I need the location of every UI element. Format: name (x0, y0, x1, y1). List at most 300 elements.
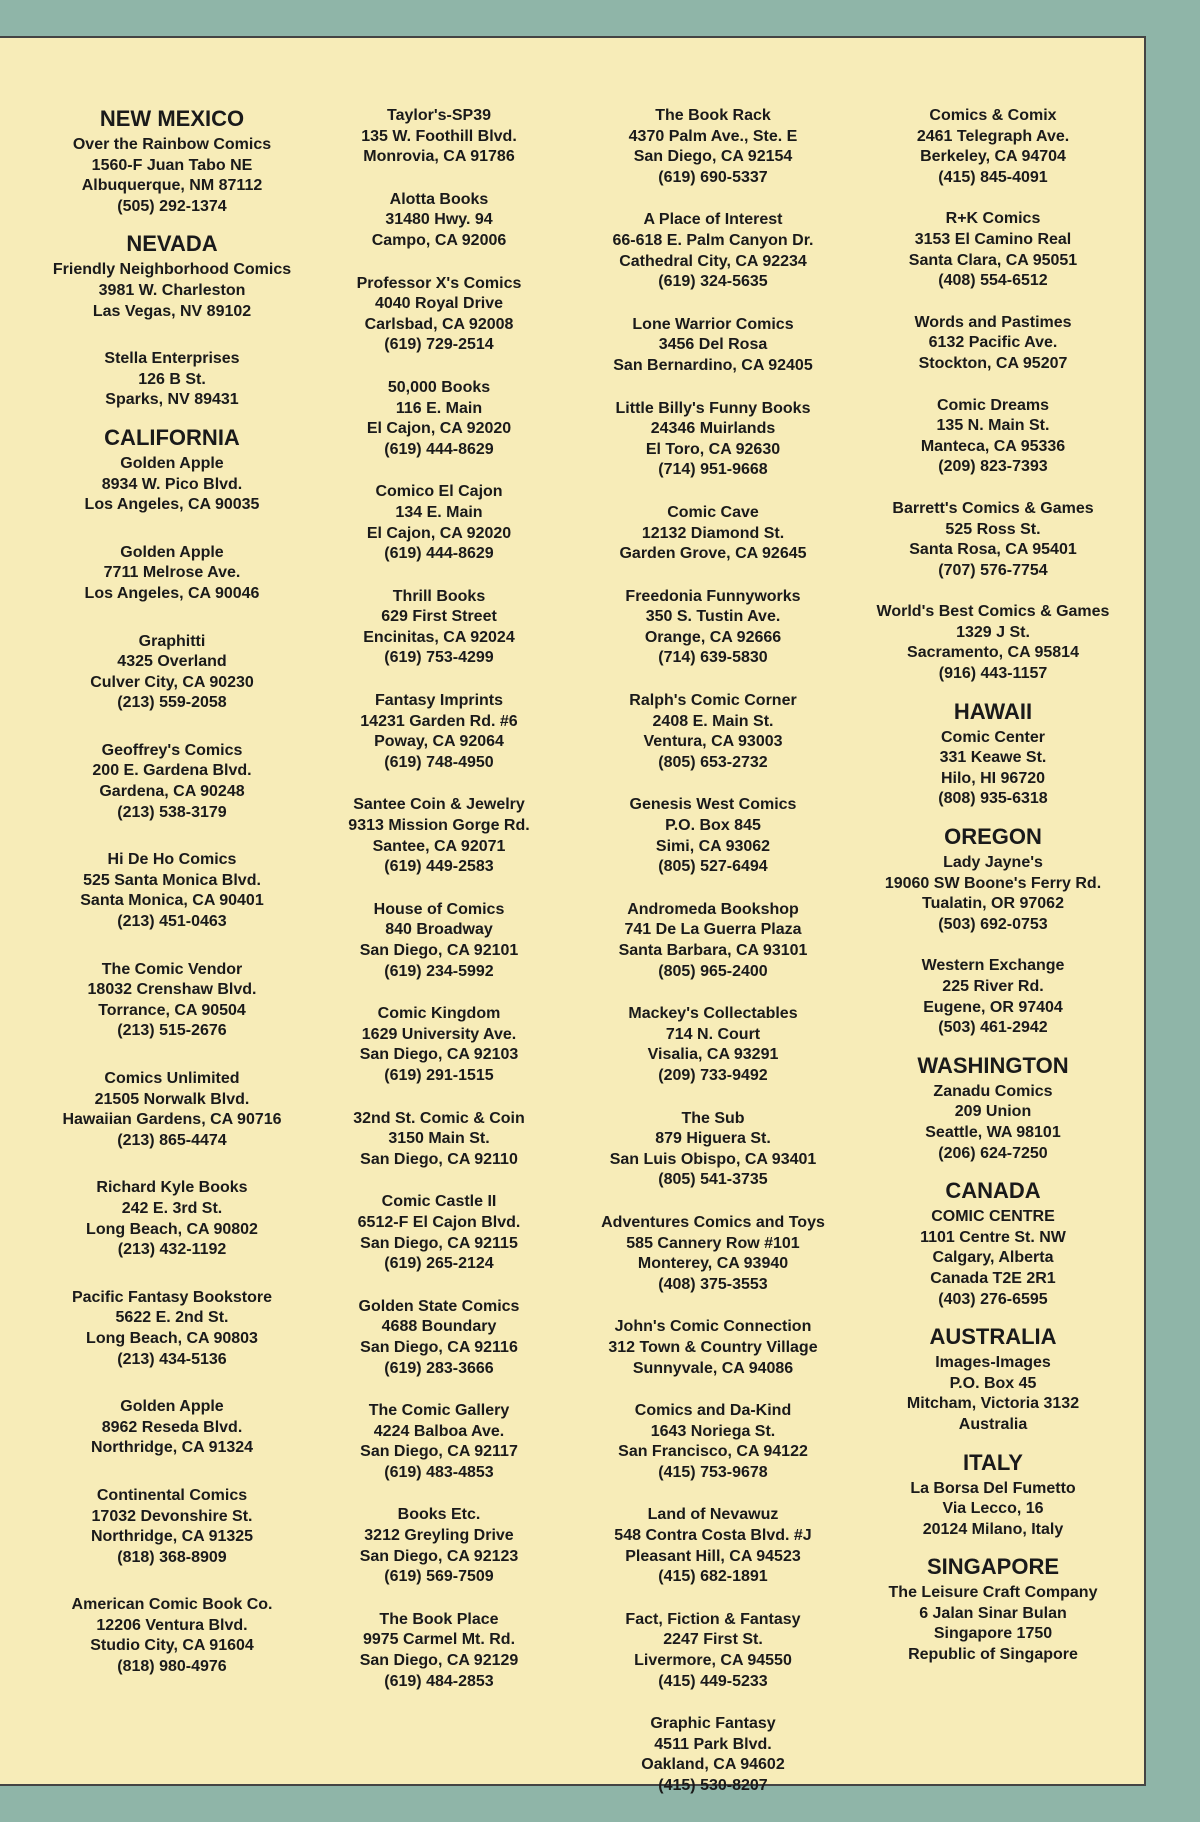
store-detail-line: Tualatin, OR 97062 (922, 895, 1064, 913)
store-detail-line: Northridge, CA 91324 (90, 1439, 254, 1457)
store-detail-line: (213) 515-2676 (117, 1022, 227, 1040)
store-detail-line: (916) 443-1157 (938, 665, 1048, 683)
store-detail-line: (213) 434-5136 (117, 1350, 227, 1368)
store-detail-line: San Diego, CA 92129 (359, 1652, 519, 1670)
store-detail-line: 12132 Diamond St. (641, 524, 785, 542)
store-detail-line: Stockton, CA 95207 (918, 354, 1068, 372)
store-detail-line: 242 E. 3rd St. (121, 1199, 223, 1217)
store-detail-line: (619) 444-8629 (384, 440, 494, 458)
store-detail-line: (818) 368-8909 (117, 1548, 227, 1566)
store-detail-line: (415) 449-5233 (658, 1672, 768, 1690)
store-detail-line: (213) 865-4474 (117, 1131, 227, 1149)
store-detail-line: Garden Grove, CA 92645 (619, 545, 807, 563)
store-detail-line: Australia (958, 1415, 1028, 1433)
store-detail-line: (619) 569-7509 (384, 1568, 494, 1586)
store-detail-line: 135 N. Main St. (936, 417, 1050, 435)
store-detail-line: (206) 624-7250 (938, 1144, 1048, 1162)
store-entry (324, 587, 554, 669)
store-entry (848, 602, 1138, 684)
store-entry (324, 1004, 554, 1086)
store-detail-line: 585 Cannery Row #101 (626, 1234, 800, 1252)
store-entry (848, 209, 1138, 291)
store-detail-line: (415) 845-4091 (938, 168, 1048, 186)
store-detail-line: (707) 576-7754 (938, 561, 1048, 579)
store-name: Golden State Comics (358, 1297, 520, 1315)
store-name: Fantasy Imprints (374, 692, 504, 710)
store-name: Land of Nevawuz (647, 1506, 779, 1524)
store-entry (324, 106, 554, 168)
store-entry (578, 1505, 848, 1587)
store-detail-line: 714 N. Court (665, 1025, 761, 1043)
store-detail-line: 17032 Devonshire St. (91, 1507, 253, 1525)
store-detail-line: Hilo, HI 96720 (940, 769, 1046, 787)
store-detail-line: Simi, CA 93062 (655, 837, 771, 855)
store-detail-line: 3150 Main St. (388, 1130, 490, 1148)
store-name: Graphic Fantasy (650, 1715, 776, 1733)
store-name: Richard Kyle Books (96, 1179, 248, 1197)
store-detail-line: (213) 432-1192 (117, 1241, 227, 1259)
store-detail-line: (714) 951-9668 (658, 461, 768, 479)
store-entry (324, 1192, 554, 1274)
store-entry (848, 1082, 1138, 1164)
store-detail-line: 8934 W. Pico Blvd. (101, 475, 243, 493)
store-name: Genesis West Comics (629, 796, 797, 814)
store-detail-line: (619) 283-3666 (384, 1359, 494, 1377)
store-detail-line: Carlsbad, CA 92008 (364, 315, 514, 333)
region-heading: NEVADA (126, 231, 218, 257)
store-name: Adventures Comics and Toys (601, 1213, 825, 1231)
store-detail-line: (209) 823-7393 (938, 458, 1048, 476)
store-detail-line: 2408 E. Main St. (652, 712, 774, 730)
store-detail-line: 350 S. Tustin Ave. (645, 608, 781, 626)
store-entry (324, 1297, 554, 1379)
store-entry (18, 1397, 326, 1459)
store-detail-line: El Toro, CA 92630 (645, 440, 781, 458)
store-detail-line: P.O. Box 845 (665, 817, 761, 835)
store-detail-line: 4325 Overland (117, 653, 227, 671)
store-name: The Book Rack (655, 107, 771, 124)
store-detail-line: 4370 Palm Ave., Ste. E (628, 127, 798, 145)
store-detail-line: Los Angeles, CA 90035 (84, 496, 260, 514)
store-detail-line: 2461 Telegraph Ave. (916, 127, 1070, 145)
store-entry (324, 1401, 554, 1483)
store-detail-line: 879 Higuera St. (655, 1130, 771, 1148)
store-entry (578, 503, 848, 565)
store-detail-line: (619) 265-2124 (384, 1255, 494, 1273)
store-entry (578, 795, 848, 877)
store-name: Pacific Fantasy Bookstore (71, 1288, 273, 1306)
store-entry (324, 1109, 554, 1171)
store-detail-line: Sparks, NV 89431 (105, 391, 239, 409)
store-detail-line: Torrance, CA 90504 (98, 1001, 246, 1019)
store-name: Words and Pastimes (914, 313, 1072, 331)
store-detail-line: 134 E. Main (395, 503, 483, 521)
store-entry (848, 396, 1138, 478)
store-detail-line: 66-618 E. Palm Canyon Dr. (612, 231, 814, 249)
store-detail-line: Via Lecco, 16 (942, 1500, 1044, 1518)
store-detail-line: (619) 748-4950 (384, 753, 494, 771)
store-name: Zanadu Comics (933, 1082, 1053, 1100)
store-name: John's Comic Connection (614, 1318, 812, 1336)
store-name: 32nd St. Comic & Coin (353, 1109, 525, 1127)
store-name: Santee Coin & Jewelry (353, 796, 525, 814)
region-heading: SINGAPORE (926, 1554, 1060, 1580)
store-detail-line: 629 First Street (381, 608, 497, 626)
region-heading: WASHINGTON (917, 1052, 1069, 1078)
store-detail-line: 31480 Hwy. 94 (385, 211, 493, 229)
store-detail-line: Monterey, CA 93940 (637, 1255, 789, 1273)
store-name: Comics Unlimited (104, 1070, 240, 1087)
store-detail-line: Santee, CA 92071 (372, 837, 506, 855)
store-entry (18, 632, 326, 714)
store-detail-line: Livermore, CA 94550 (634, 1652, 792, 1670)
store-name: Taylor's-SP39 (387, 107, 491, 124)
store-name: 50,000 Books (387, 378, 491, 396)
store-detail-line: 116 E. Main (395, 399, 483, 417)
store-name: World's Best Comics & Games (876, 603, 1110, 621)
store-entry (578, 1714, 848, 1796)
store-name: The Sub (681, 1109, 745, 1127)
store-name: The Comic Vendor (101, 960, 243, 978)
store-name: Thrill Books (392, 587, 486, 605)
store-detail-line: Las Vegas, NV 89102 (92, 302, 252, 320)
store-entry (18, 543, 326, 605)
store-detail-line: 1629 University Ave. (361, 1025, 517, 1043)
store-detail-line: (619) 690-5337 (658, 168, 768, 186)
store-name: Lady Jayne's (943, 854, 1043, 872)
store-detail-line: (415) 682-1891 (658, 1568, 768, 1586)
store-name: Freedonia Funnyworks (625, 587, 801, 605)
store-detail-line: (818) 980-4976 (117, 1658, 227, 1676)
store-entry (18, 454, 326, 516)
store-detail-line: San Diego, CA 92117 (360, 1443, 518, 1461)
store-detail-line: (415) 753-9678 (658, 1463, 768, 1481)
store-detail-line: 2247 First St. (663, 1631, 763, 1649)
store-name: Professor X's Comics (356, 274, 522, 292)
store-entry (848, 499, 1138, 581)
store-detail-line: Calgary, Alberta (932, 1249, 1054, 1267)
store-detail-line: 209 Union (954, 1103, 1032, 1121)
store-detail-line: El Cajon, CA 92020 (366, 524, 512, 542)
store-detail-line: San Diego, CA 92116 (360, 1338, 518, 1356)
store-detail-line: 525 Ross St. (945, 520, 1041, 538)
store-detail-line: Santa Monica, CA 90401 (80, 892, 264, 910)
store-entry (18, 1595, 326, 1677)
store-detail-line: 126 B St. (138, 370, 206, 388)
store-name: The Book Place (379, 1610, 499, 1628)
store-detail-line: San Diego, CA 92154 (633, 148, 793, 166)
store-detail-line: Sacramento, CA 95814 (907, 644, 1079, 662)
store-name: Comic Dreams (936, 396, 1050, 414)
store-detail-line: (805) 541-3735 (658, 1171, 768, 1189)
store-detail-line: 5622 E. 2nd St. (115, 1309, 229, 1327)
store-detail-line: 4040 Royal Drive (374, 295, 504, 313)
store-detail-line: Hawaiian Gardens, CA 90716 (62, 1111, 282, 1129)
store-detail-line: (213) 559-2058 (117, 694, 227, 712)
store-detail-line: (619) 324-5635 (658, 273, 768, 291)
region-heading: CALIFORNIA (104, 424, 240, 450)
store-entry (324, 378, 554, 460)
store-detail-line: 331 Keawe St. (939, 749, 1047, 767)
store-name: Golden Apple (120, 454, 224, 472)
store-detail-line: (213) 538-3179 (117, 803, 227, 821)
store-entry (848, 956, 1138, 1038)
store-entry (578, 691, 848, 773)
store-name: House of Comics (373, 900, 505, 918)
store-detail-line: 1643 Noriega St. (650, 1422, 776, 1440)
store-detail-line: San Francisco, CA 94122 (618, 1443, 808, 1461)
store-detail-line: San Diego, CA 92103 (359, 1046, 519, 1064)
store-entry (578, 1610, 848, 1692)
store-entry (578, 106, 848, 188)
store-detail-line: (619) 234-5992 (384, 962, 494, 980)
store-name: Golden Apple (120, 543, 224, 561)
store-detail-line: Pleasant Hill, CA 94523 (625, 1547, 801, 1565)
store-name: Stella Enterprises (104, 350, 240, 368)
store-name: Comico El Cajon (375, 483, 503, 501)
store-detail-line: 18032 Crenshaw Blvd. (87, 981, 257, 999)
store-detail-line: Albuquerque, NM 87112 (81, 177, 263, 195)
store-detail-line: Visalia, CA 93291 (647, 1046, 779, 1064)
store-name: Over the Rainbow Comics (72, 136, 272, 153)
store-entry (848, 1353, 1138, 1435)
store-name: Comics & Comix (929, 107, 1057, 124)
store-name: Geoffrey's Comics (101, 741, 243, 759)
column-4 (848, 106, 1138, 1687)
store-detail-line: (505) 292-1374 (117, 197, 227, 215)
store-detail-line: Ventura, CA 93003 (643, 733, 783, 751)
store-detail-line: 3212 Greyling Drive (364, 1527, 514, 1545)
region-heading: ITALY (963, 1449, 1023, 1475)
store-entry (848, 1583, 1138, 1665)
store-name: Hi De Ho Comics (107, 851, 237, 869)
store-entry (18, 1178, 326, 1260)
store-detail-line: San Luis Obispo, CA 93401 (609, 1150, 817, 1168)
store-detail-line: Sunnyvale, CA 94086 (632, 1359, 794, 1377)
column-1 (18, 106, 326, 1705)
store-detail-line: (619) 483-4853 (384, 1463, 494, 1481)
store-entry (18, 850, 326, 932)
store-entry (324, 795, 554, 877)
store-name: La Borsa Del Fumetto (910, 1479, 1076, 1497)
store-detail-line: Mitcham, Victoria 3132 (906, 1395, 1080, 1413)
store-detail-line: Gardena, CA 90248 (99, 783, 245, 801)
store-entry (578, 315, 848, 377)
store-detail-line: San Diego, CA 92115 (360, 1234, 518, 1252)
store-detail-line: (619) 291-1515 (384, 1066, 494, 1084)
store-detail-line: 4511 Park Blvd. (654, 1735, 772, 1753)
store-detail-line: 8962 Reseda Blvd. (101, 1418, 243, 1436)
store-entry (578, 1317, 848, 1379)
store-name: Books Etc. (397, 1506, 481, 1524)
column-2 (324, 106, 554, 1714)
store-detail-line: (619) 729-2514 (384, 336, 494, 354)
store-name: COMIC CENTRE (931, 1208, 1055, 1226)
store-detail-line: 21505 Norwalk Blvd. (94, 1090, 250, 1108)
store-entry (324, 900, 554, 982)
store-detail-line: 741 De La Guerra Plaza (624, 921, 802, 939)
store-name: R+K Comics (945, 210, 1041, 228)
store-detail-line: 9975 Carmel Mt. Rd. (362, 1631, 516, 1649)
store-name: Comic Cave (667, 503, 759, 521)
store-name: Fact, Fiction & Fantasy (625, 1610, 801, 1628)
store-entry (18, 135, 326, 217)
store-name: Friendly Neighborhood Comics (52, 261, 292, 279)
store-detail-line: Culver City, CA 90230 (90, 673, 254, 691)
store-detail-line: Poway, CA 92064 (374, 733, 504, 751)
store-entry (848, 106, 1138, 188)
store-detail-line: San Diego, CA 92123 (359, 1547, 519, 1565)
store-name: Ralph's Comic Corner (629, 692, 797, 710)
store-detail-line: (619) 449-2583 (384, 858, 494, 876)
store-detail-line: Seattle, WA 98101 (925, 1123, 1061, 1141)
store-detail-line: 14231 Garden Rd. #6 (360, 712, 518, 730)
store-detail-line: 12206 Ventura Blvd. (96, 1616, 248, 1634)
store-detail-line: (805) 653-2732 (658, 753, 768, 771)
store-detail-line: Northridge, CA 91325 (90, 1528, 254, 1546)
region-heading: HAWAII (953, 698, 1033, 724)
store-entry (848, 728, 1138, 810)
store-name: Alotta Books (389, 190, 489, 208)
store-entry (324, 482, 554, 564)
store-entry (578, 1213, 848, 1295)
store-detail-line: Monrovia, CA 91786 (363, 148, 515, 166)
store-entry (18, 1486, 326, 1568)
store-entry (578, 1004, 848, 1086)
store-entry (18, 260, 326, 322)
region-heading: OREGON (944, 824, 1042, 850)
store-detail-line: Republic of Singapore (908, 1646, 1078, 1664)
region-heading: AUSTRALIA (929, 1324, 1057, 1350)
store-detail-line: 200 E. Gardena Blvd. (92, 762, 252, 780)
store-detail-line: Santa Barbara, CA 93101 (618, 942, 808, 959)
store-detail-line: 7711 Melrose Ave. (103, 564, 241, 582)
store-name: Mackey's Collectables (628, 1005, 798, 1023)
store-name: Comic Center (940, 728, 1046, 746)
store-detail-line: Campo, CA 92006 (371, 231, 507, 249)
store-detail-line: San Diego, CA 92110 (360, 1150, 518, 1168)
store-entry (324, 691, 554, 773)
store-detail-line: 548 Contra Costa Blvd. #J (614, 1527, 812, 1545)
store-detail-line: Manteca, CA 95336 (920, 437, 1066, 455)
store-detail-line: (714) 639-5830 (658, 649, 768, 667)
store-entry (324, 1610, 554, 1692)
store-detail-line: (213) 451-0463 (117, 913, 227, 931)
store-detail-line: San Diego, CA 92101 (359, 942, 519, 959)
store-detail-line: 3153 El Camino Real (914, 230, 1072, 248)
store-detail-line: 6 Jalan Sinar Bulan (919, 1604, 1067, 1622)
store-detail-line: 19060 SW Boone's Ferry Rd. (884, 874, 1102, 892)
store-detail-line: Canada T2E 2R1 (930, 1269, 1056, 1287)
store-name: Western Exchange (921, 957, 1065, 975)
store-detail-line: 225 River Rd. (942, 978, 1044, 995)
store-detail-line: (503) 461-2942 (938, 1019, 1048, 1037)
store-detail-line: (408) 554-6512 (938, 272, 1048, 290)
store-detail-line: Santa Rosa, CA 95401 (909, 541, 1077, 559)
store-entry (848, 853, 1138, 935)
store-name: The Leisure Craft Company (888, 1584, 1098, 1602)
store-name: Comic Kingdom (377, 1005, 501, 1023)
store-name: American Comic Book Co. (71, 1596, 273, 1614)
store-detail-line: 1560-F Juan Tabo NE (91, 156, 253, 174)
store-detail-line: Orange, CA 92666 (644, 628, 782, 646)
store-detail-line: (403) 276-6595 (938, 1290, 1048, 1308)
store-detail-line: (808) 935-6318 (938, 790, 1048, 808)
store-detail-line: Eugene, OR 97404 (923, 998, 1063, 1016)
store-detail-line: (619) 444-8629 (384, 545, 494, 563)
store-detail-line: Oakland, CA 94602 (641, 1756, 785, 1774)
store-entry (18, 1069, 326, 1151)
store-detail-line: Cathedral City, CA 92234 (619, 252, 807, 270)
store-detail-line: San Bernardino, CA 92405 (613, 356, 813, 374)
store-detail-line: Long Beach, CA 90802 (86, 1220, 258, 1238)
store-name: Andromeda Bookshop (627, 900, 799, 918)
store-detail-line: 525 Santa Monica Blvd. (83, 871, 261, 889)
store-detail-line: (805) 527-6494 (658, 858, 768, 876)
store-name: Lone Warrior Comics (632, 315, 794, 333)
store-entry (578, 399, 848, 481)
store-detail-line: (209) 733-9492 (658, 1066, 768, 1084)
store-entry (578, 1109, 848, 1191)
store-entry (18, 960, 326, 1042)
store-entry (848, 313, 1138, 375)
store-name: A Place of Interest (643, 211, 783, 229)
store-detail-line: 20124 Milano, Italy (922, 1520, 1064, 1538)
store-name: Graphitti (138, 632, 206, 650)
store-name: Golden Apple (120, 1398, 224, 1416)
store-detail-line: 6512-F El Cajon Blvd. (357, 1213, 521, 1231)
store-detail-line: 6132 Pacific Ave. (928, 334, 1058, 352)
store-entry (324, 1505, 554, 1587)
store-detail-line: P.O. Box 45 (949, 1374, 1037, 1392)
region-heading: NEW MEXICO (99, 106, 245, 131)
column-3 (578, 106, 848, 1819)
store-name: Continental Comics (96, 1486, 248, 1504)
store-detail-line: Long Beach, CA 90803 (86, 1329, 258, 1347)
store-detail-line: 24346 Muirlands (650, 420, 776, 438)
store-detail-line: Studio City, CA 91604 (90, 1637, 254, 1655)
store-detail-line: (805) 965-2400 (658, 962, 768, 980)
store-detail-line: (503) 692-0753 (938, 915, 1048, 933)
store-detail-line: (619) 753-4299 (384, 649, 494, 667)
store-entry (578, 587, 848, 669)
store-detail-line: (415) 530-8207 (658, 1777, 768, 1794)
store-entry (848, 1207, 1138, 1310)
store-entry (578, 1401, 848, 1483)
store-entry (18, 741, 326, 823)
store-detail-line: El Cajon, CA 92020 (366, 420, 512, 438)
store-detail-line: 1329 J St. (956, 623, 1030, 641)
store-detail-line: (619) 484-2853 (384, 1672, 494, 1690)
store-entry (324, 190, 554, 252)
store-name: The Comic Gallery (368, 1402, 510, 1420)
store-entry (324, 274, 554, 356)
store-detail-line: 1101 Centre St. NW (920, 1228, 1066, 1246)
store-name: Little Billy's Funny Books (615, 399, 811, 417)
store-detail-line: 4224 Balboa Ave. (373, 1422, 505, 1440)
region-heading: CANADA (945, 1178, 1041, 1204)
store-entry (848, 1479, 1138, 1541)
store-entry (18, 349, 326, 411)
store-name: Barrett's Comics & Games (892, 499, 1094, 517)
store-entry (578, 900, 848, 982)
store-detail-line: 3456 Del Rosa (658, 336, 768, 354)
store-detail-line: 9313 Mission Gorge Rd. (348, 817, 530, 835)
store-listing-page (0, 36, 1146, 1794)
store-detail-line: 4688 Boundary (381, 1318, 497, 1336)
store-detail-line: 3981 W. Charleston (98, 281, 246, 299)
store-detail-line: Santa Clara, CA 95051 (908, 251, 1078, 269)
